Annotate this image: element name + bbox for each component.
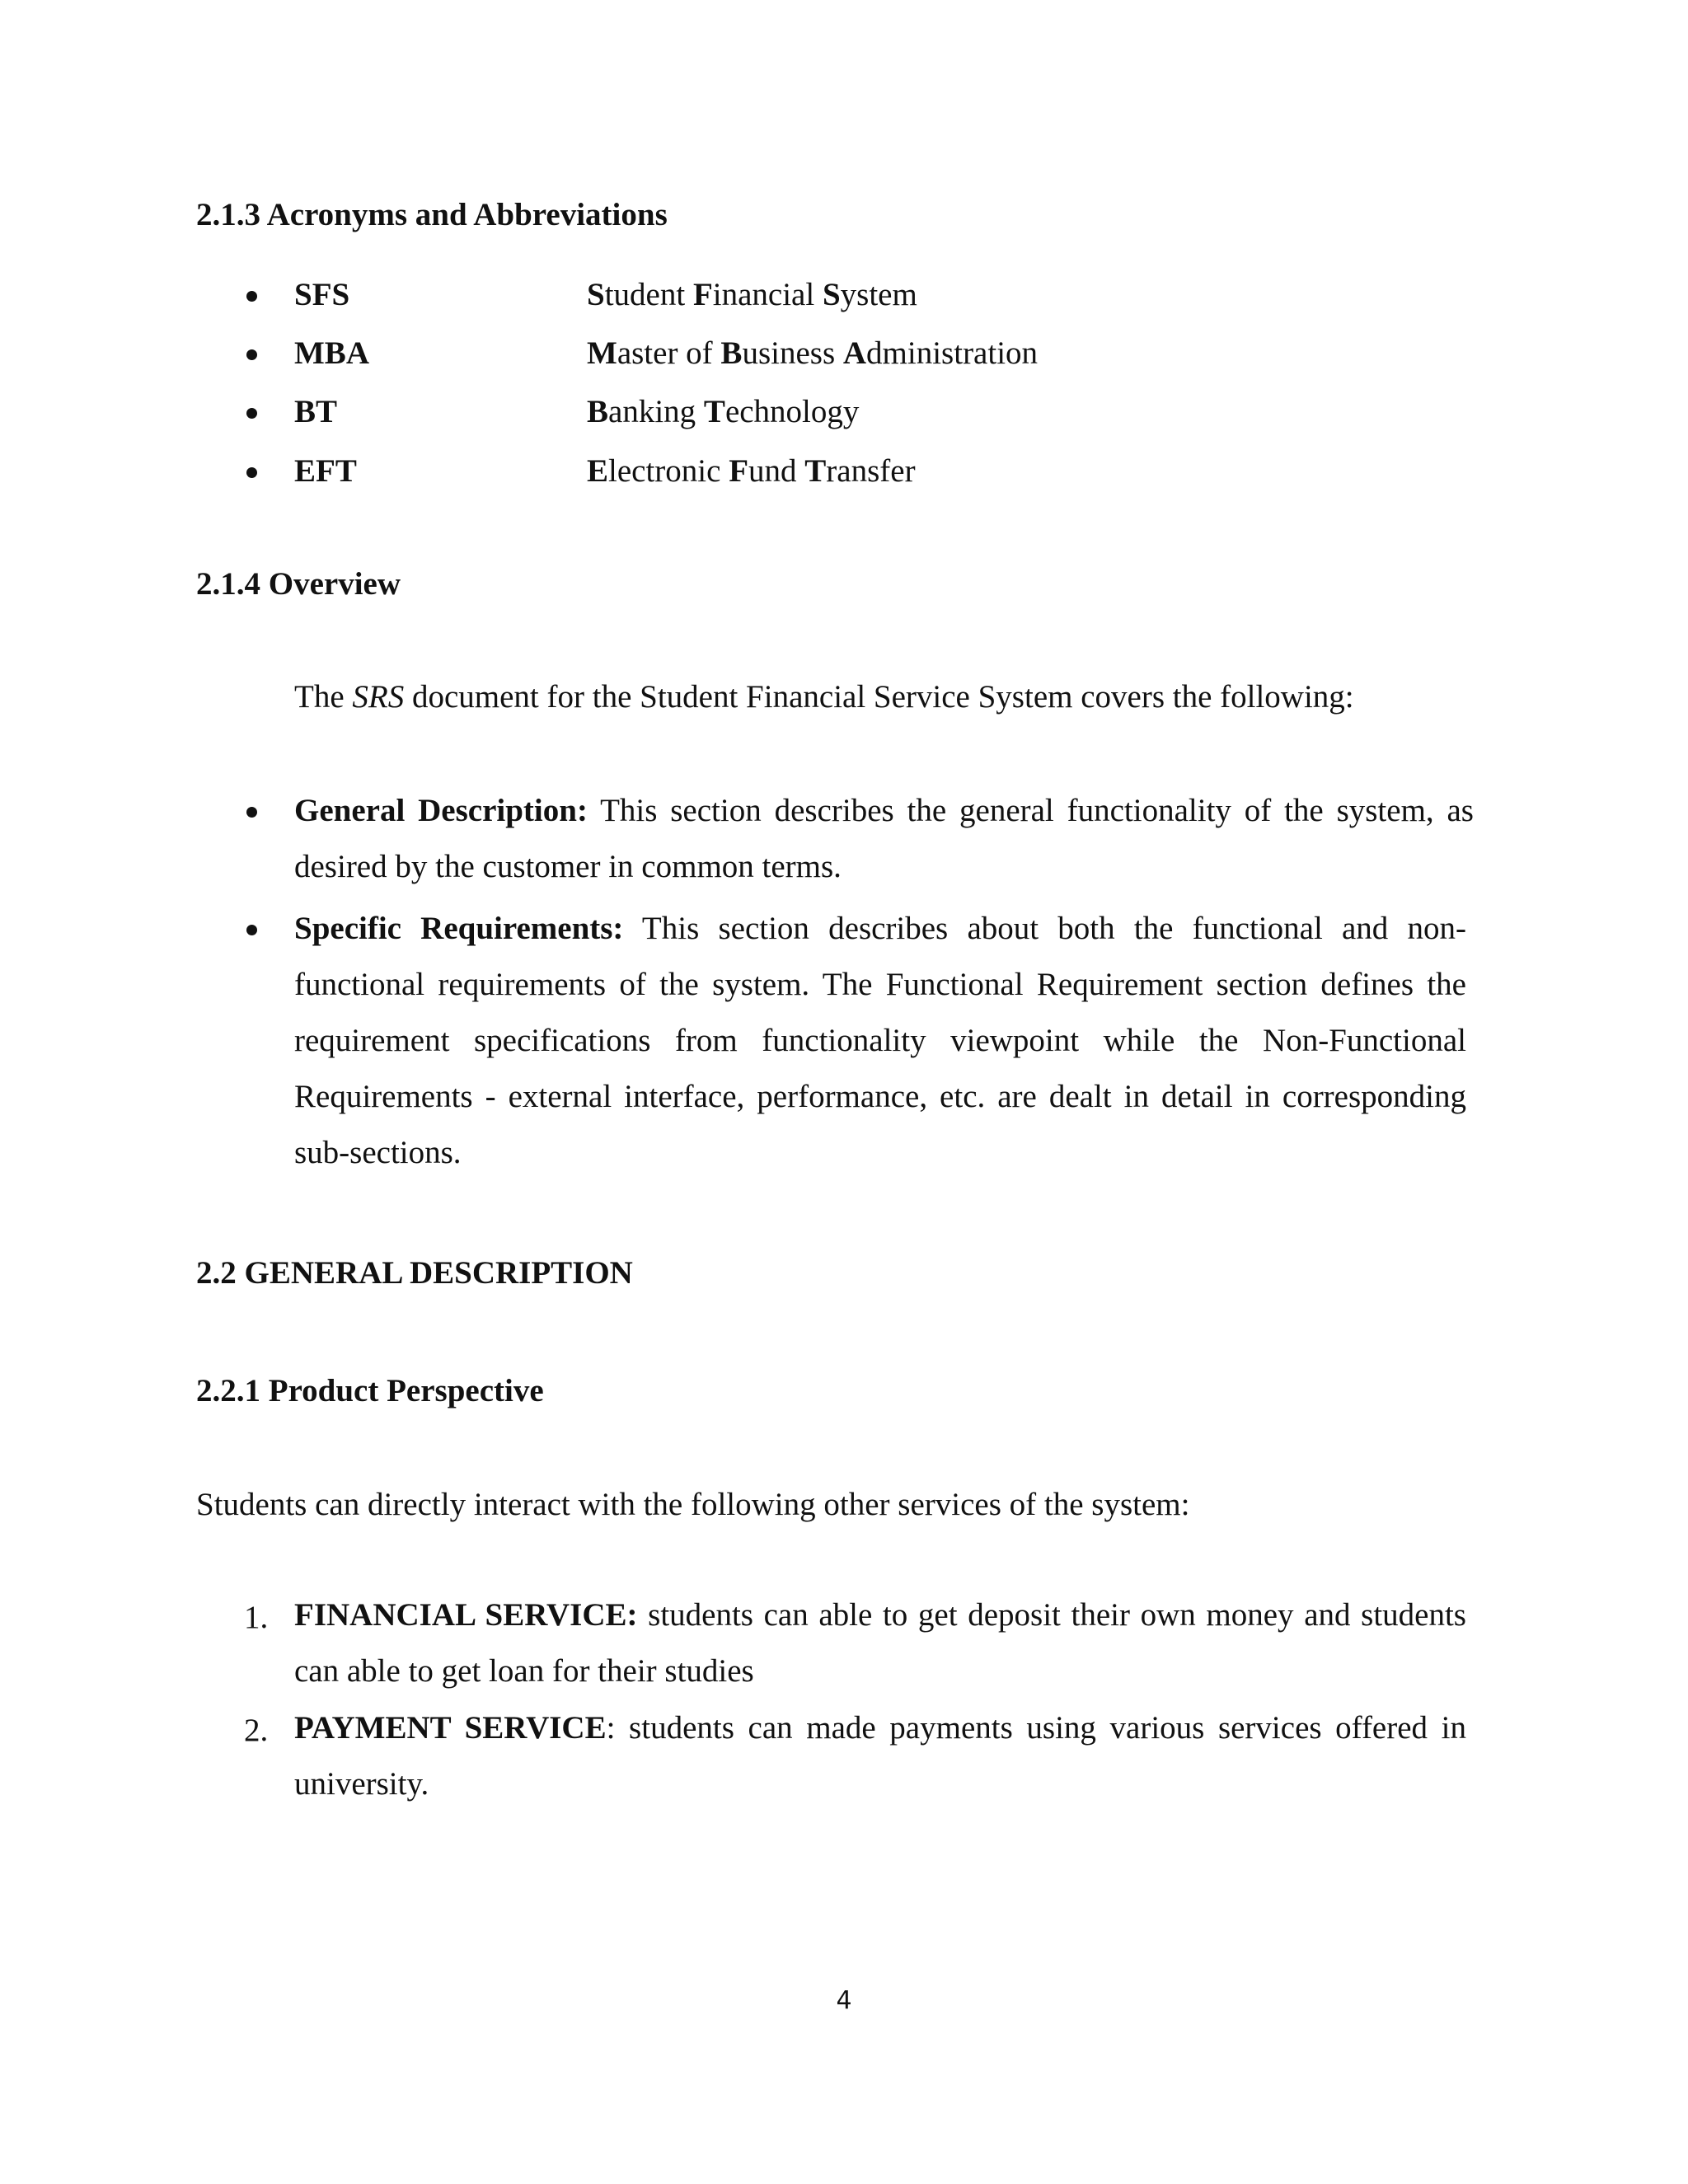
acronyms-heading: 2.1.3 Acronyms and Abbreviations <box>196 197 668 232</box>
page-number: 4 <box>836 1986 852 2015</box>
acronym-initial: M <box>587 335 617 371</box>
acronym-fragment: lectronic <box>608 453 729 489</box>
bullet-icon <box>246 807 257 818</box>
acronym-term: EFT <box>294 453 357 489</box>
acronym-initial: F <box>729 453 749 489</box>
service-body: students can able to get deposit their own money and students can able to get loan for their studies <box>294 1597 1466 1689</box>
acronym-initial: S <box>587 277 605 312</box>
acronym-initial: T <box>703 394 725 429</box>
overview-heading: 2.1.4 Overview <box>196 566 401 602</box>
acronym-fragment: tudent <box>604 277 693 312</box>
overview-item-body: This section describes the general functionality of the system, as desired by the customer in common terms. <box>294 793 1474 884</box>
acronym-initial: S <box>822 277 841 312</box>
acronym-initial: F <box>692 277 713 312</box>
bullet-icon <box>246 291 257 302</box>
acronym-fragment: ransfer <box>826 453 916 489</box>
overview-intro <box>294 678 1354 715</box>
acronym-definition <box>587 452 916 490</box>
acronym-fragment: ystem <box>840 277 917 312</box>
overview-item-text <box>294 901 1466 1181</box>
bullet-icon <box>246 925 257 935</box>
bullet-icon <box>246 408 257 419</box>
overview-item-body: This section describes about both the functional and non-functional requirements of the system. The Functional Requirement section defines the requirement specifications from functionality viewpoint while the Non-Functional Requirements - external interface, performance, etc. are dealt in detail in corresponding sub-sections. <box>294 911 1466 1170</box>
acronym-definition <box>587 276 917 313</box>
acronym-fragment: inancial <box>712 277 823 312</box>
acronym-initial: E <box>587 453 609 489</box>
bullet-icon <box>246 467 257 478</box>
overview-item-label: Specific Requirements: <box>294 911 624 946</box>
acronym-fragment: echnology <box>724 394 860 429</box>
product-intro: Students can directly interact with the following other services of the system: <box>196 1487 1190 1522</box>
acronym-fragment: anking <box>608 394 704 429</box>
overview-item-label: General Description: <box>294 793 588 828</box>
acronym-fragment: aster of <box>617 335 721 371</box>
acronym-term: BT <box>294 394 338 429</box>
acronym-definition <box>587 335 1038 372</box>
service-number: 2. <box>244 1713 269 1748</box>
acronym-fragment: usiness <box>742 335 843 371</box>
service-label: FINANCIAL SERVICE: <box>294 1597 638 1633</box>
service-body: : students can made payments using various services offered in university. <box>294 1710 1466 1802</box>
overview-intro-post: document for the Student Financial Service System covers the following: <box>404 679 1354 715</box>
service-number: 1. <box>244 1600 269 1635</box>
service-text <box>294 1587 1466 1699</box>
service-label: PAYMENT SERVICE <box>294 1710 607 1746</box>
acronym-initial: T <box>804 453 827 489</box>
bullet-icon <box>246 349 257 360</box>
service-text <box>294 1700 1466 1812</box>
product-perspective-heading: 2.2.1 Product Perspective <box>196 1373 544 1408</box>
acronym-term: MBA <box>294 335 369 371</box>
overview-item-text <box>294 783 1474 895</box>
acronym-initial: B <box>587 394 609 429</box>
acronym-initial: B <box>720 335 743 371</box>
general-description-heading: 2.2 GENERAL DESCRIPTION <box>196 1255 633 1291</box>
overview-intro-pre: The <box>294 679 353 715</box>
srs-term: SRS <box>352 679 405 715</box>
acronym-initial: A <box>842 335 867 371</box>
acronym-fragment: und <box>748 453 805 489</box>
acronym-definition <box>587 393 859 430</box>
acronym-term: SFS <box>294 277 350 312</box>
acronym-fragment: dministration <box>866 335 1039 371</box>
